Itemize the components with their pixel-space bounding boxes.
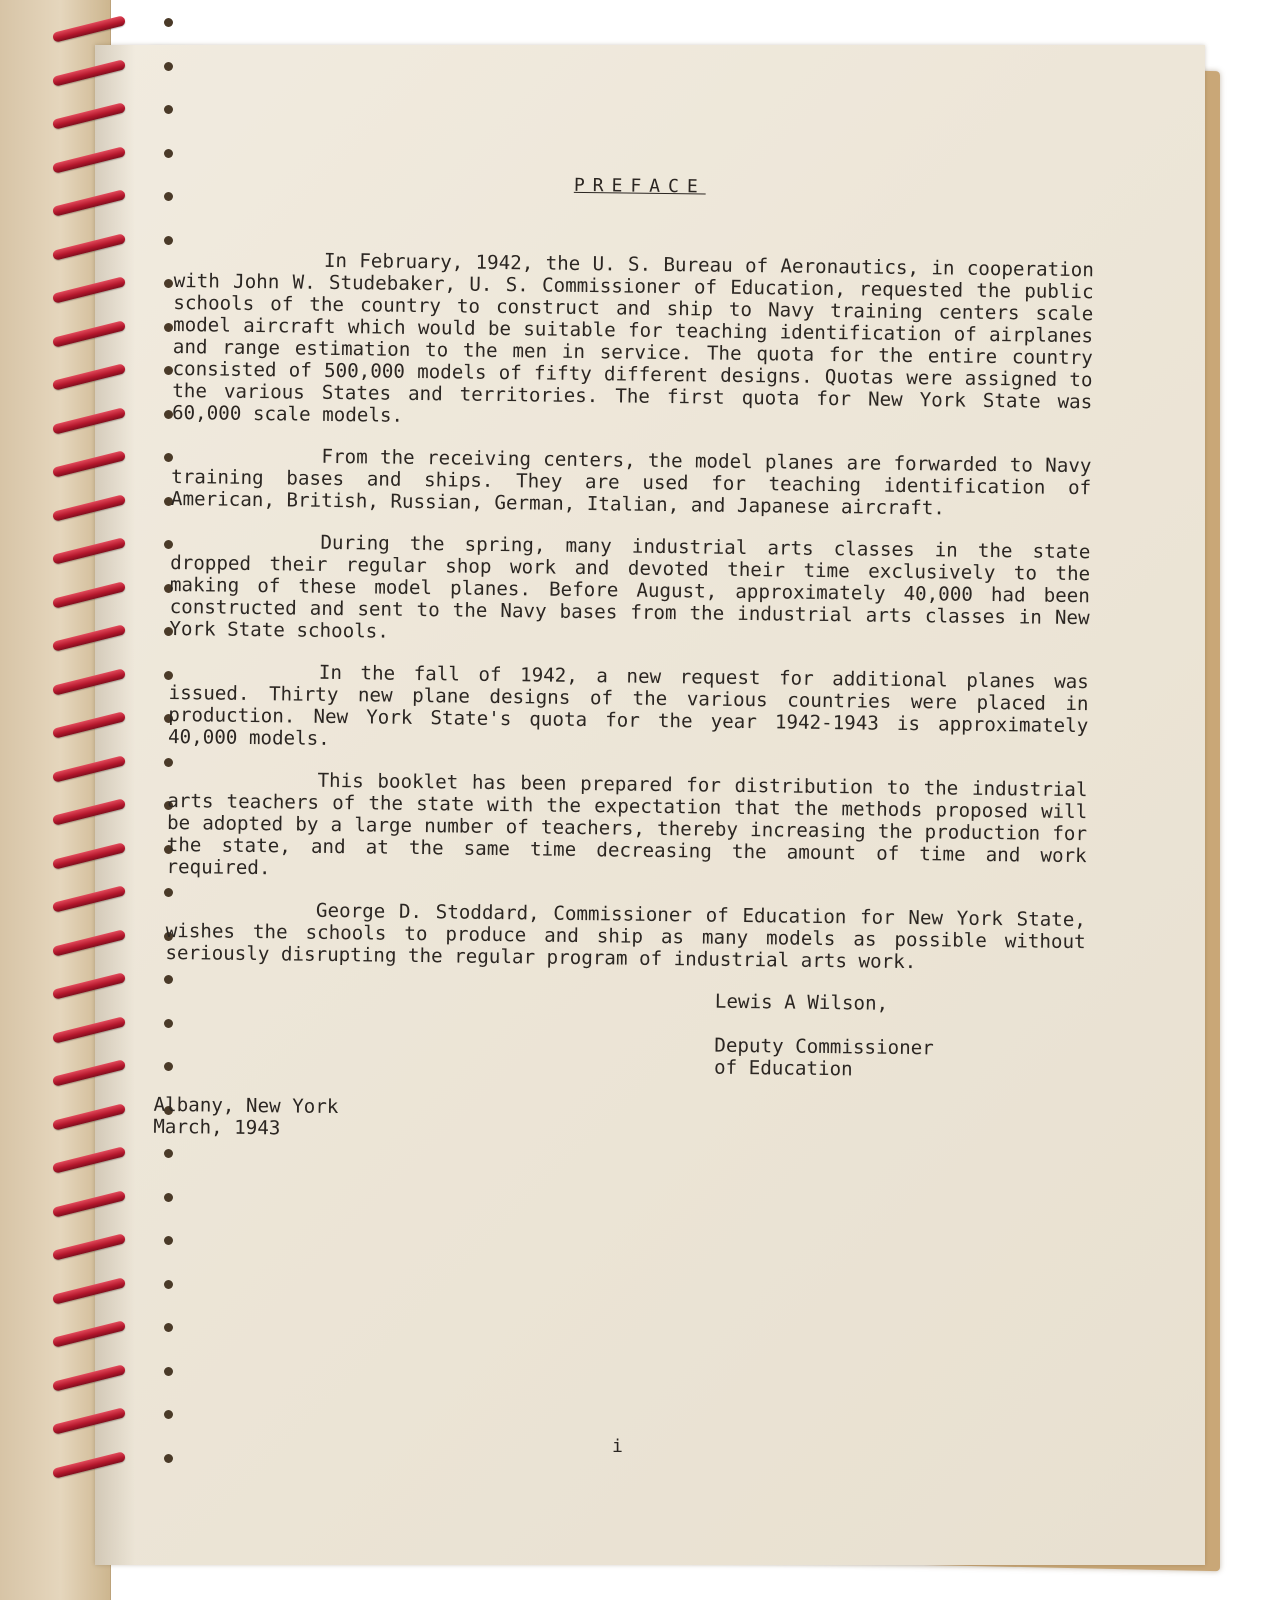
punch-hole: [164, 1323, 173, 1332]
paragraph-3: During the spring, many industrial arts classes in the state dropped their regular shop work and devoted their time exclusively to the making of these model planes. Before August, approximately 40,000 had been constructed and sent to the Navy bases from the industrial arts classes in New York State schools.: [169, 530, 1091, 643]
paragraph-5: This booklet has been prepared for distribution to the industrial arts teachers of the state with the expectation that the methods proposed will be adopted by a large number of teachers, thereby increasing the production for the state, and at the same time decreasing the amount of time and work required.: [166, 768, 1088, 880]
signer-name: Lewis A Wilson,: [714, 989, 889, 1015]
signature-block: [714, 991, 1085, 1084]
coil-loop: [52, 885, 126, 913]
coil-loop: [52, 624, 126, 652]
paragraph-4: In the fall of 1942, a new request for additional planes was issued. Thirty new plane designs of the various countries were placed in production. New York State's quota for the year 1942-1943 is approximately 40,000 models.: [167, 660, 1089, 750]
coil-loop: [52, 1233, 126, 1261]
coil-loop: [52, 276, 126, 304]
coil-loop: [52, 189, 126, 217]
coil-loop: [52, 798, 126, 826]
coil-loop: [52, 1364, 126, 1392]
punch-hole: [164, 18, 173, 27]
signer-title-line-1: Deputy Commissioner: [714, 1033, 934, 1060]
paragraph-1: In February, 1942, the U. S. Bureau of Aeronautics, in cooperation with John W. Studebaker, U. S. Commissioner of Education, requested the public schools of the country to construct and ship to Navy training centers scale model aircraft which would be suitable for teaching identification of airplanes and range estimation to the men in service. The quota for the entire country consisted of 500,000 models of fifty different designs. Quotas were assigned to the various States and territories. The first quota for New York State was 60,000 scale models.: [171, 248, 1094, 427]
coil-loop: [52, 1320, 126, 1348]
coil-loop: [52, 1407, 126, 1435]
punch-hole: [164, 192, 173, 201]
place: Albany, New York: [153, 1092, 339, 1119]
punch-hole: [164, 1280, 173, 1289]
coil-loop: [52, 1451, 126, 1479]
coil-loop: [52, 1016, 126, 1044]
signer-title: [714, 1035, 1085, 1084]
coil-loop: [52, 1103, 126, 1131]
coil-loop: [52, 494, 126, 522]
coil-loop: [52, 1146, 126, 1174]
signer-title-line-2: of Education: [713, 1055, 853, 1081]
coil-loop: [52, 59, 126, 87]
punch-hole: [164, 279, 173, 288]
coil-loop: [52, 842, 126, 870]
punch-hole: [164, 62, 173, 71]
punch-hole: [164, 1149, 173, 1158]
spiral-binding: [52, 20, 132, 1540]
coil-loop: [52, 581, 126, 609]
coil-loop: [52, 102, 126, 130]
paragraph-6: George D. Stoddard, Commissioner of Education for New York State, wishes the schools to produce and ship as many models as possible without seriously disrupting the regular program of industrial arts work.: [165, 898, 1087, 974]
coil-loop: [52, 972, 126, 1000]
coil-loop: [52, 146, 126, 174]
coil-loop: [52, 537, 126, 565]
punch-hole: [164, 105, 173, 114]
typed-text: [153, 170, 1095, 1149]
punch-hole: [164, 1454, 173, 1463]
coil-loop: [52, 1277, 126, 1305]
punch-hole: [164, 1367, 173, 1376]
coil-loop: [52, 929, 126, 957]
punch-hole: [164, 1410, 173, 1419]
paragraph-2: From the receiving centers, the model planes are forwarded to Navy training bases and ships. They are used for teaching identification of American, British, Russian, German, Italian, and Japanese aircraft.: [170, 444, 1092, 520]
punch-hole: [164, 1193, 173, 1202]
page-number: i: [612, 1436, 623, 1457]
coil-loop: [52, 407, 126, 435]
coil-loop: [52, 755, 126, 783]
coil-loop: [52, 1190, 126, 1218]
coil-loop: [52, 668, 126, 696]
coil-loop: [52, 15, 126, 43]
coil-loop: [52, 1059, 126, 1087]
punch-hole: [164, 236, 173, 245]
coil-loop: [52, 233, 126, 261]
coil-loop: [52, 450, 126, 478]
punch-hole: [164, 149, 173, 158]
coil-loop: [52, 320, 126, 348]
punch-hole: [164, 323, 173, 332]
coil-loop: [52, 363, 126, 391]
coil-loop: [52, 711, 126, 739]
page-title: PREFACE: [573, 174, 706, 198]
punch-hole: [164, 1236, 173, 1245]
date: March, 1943: [153, 1114, 281, 1140]
